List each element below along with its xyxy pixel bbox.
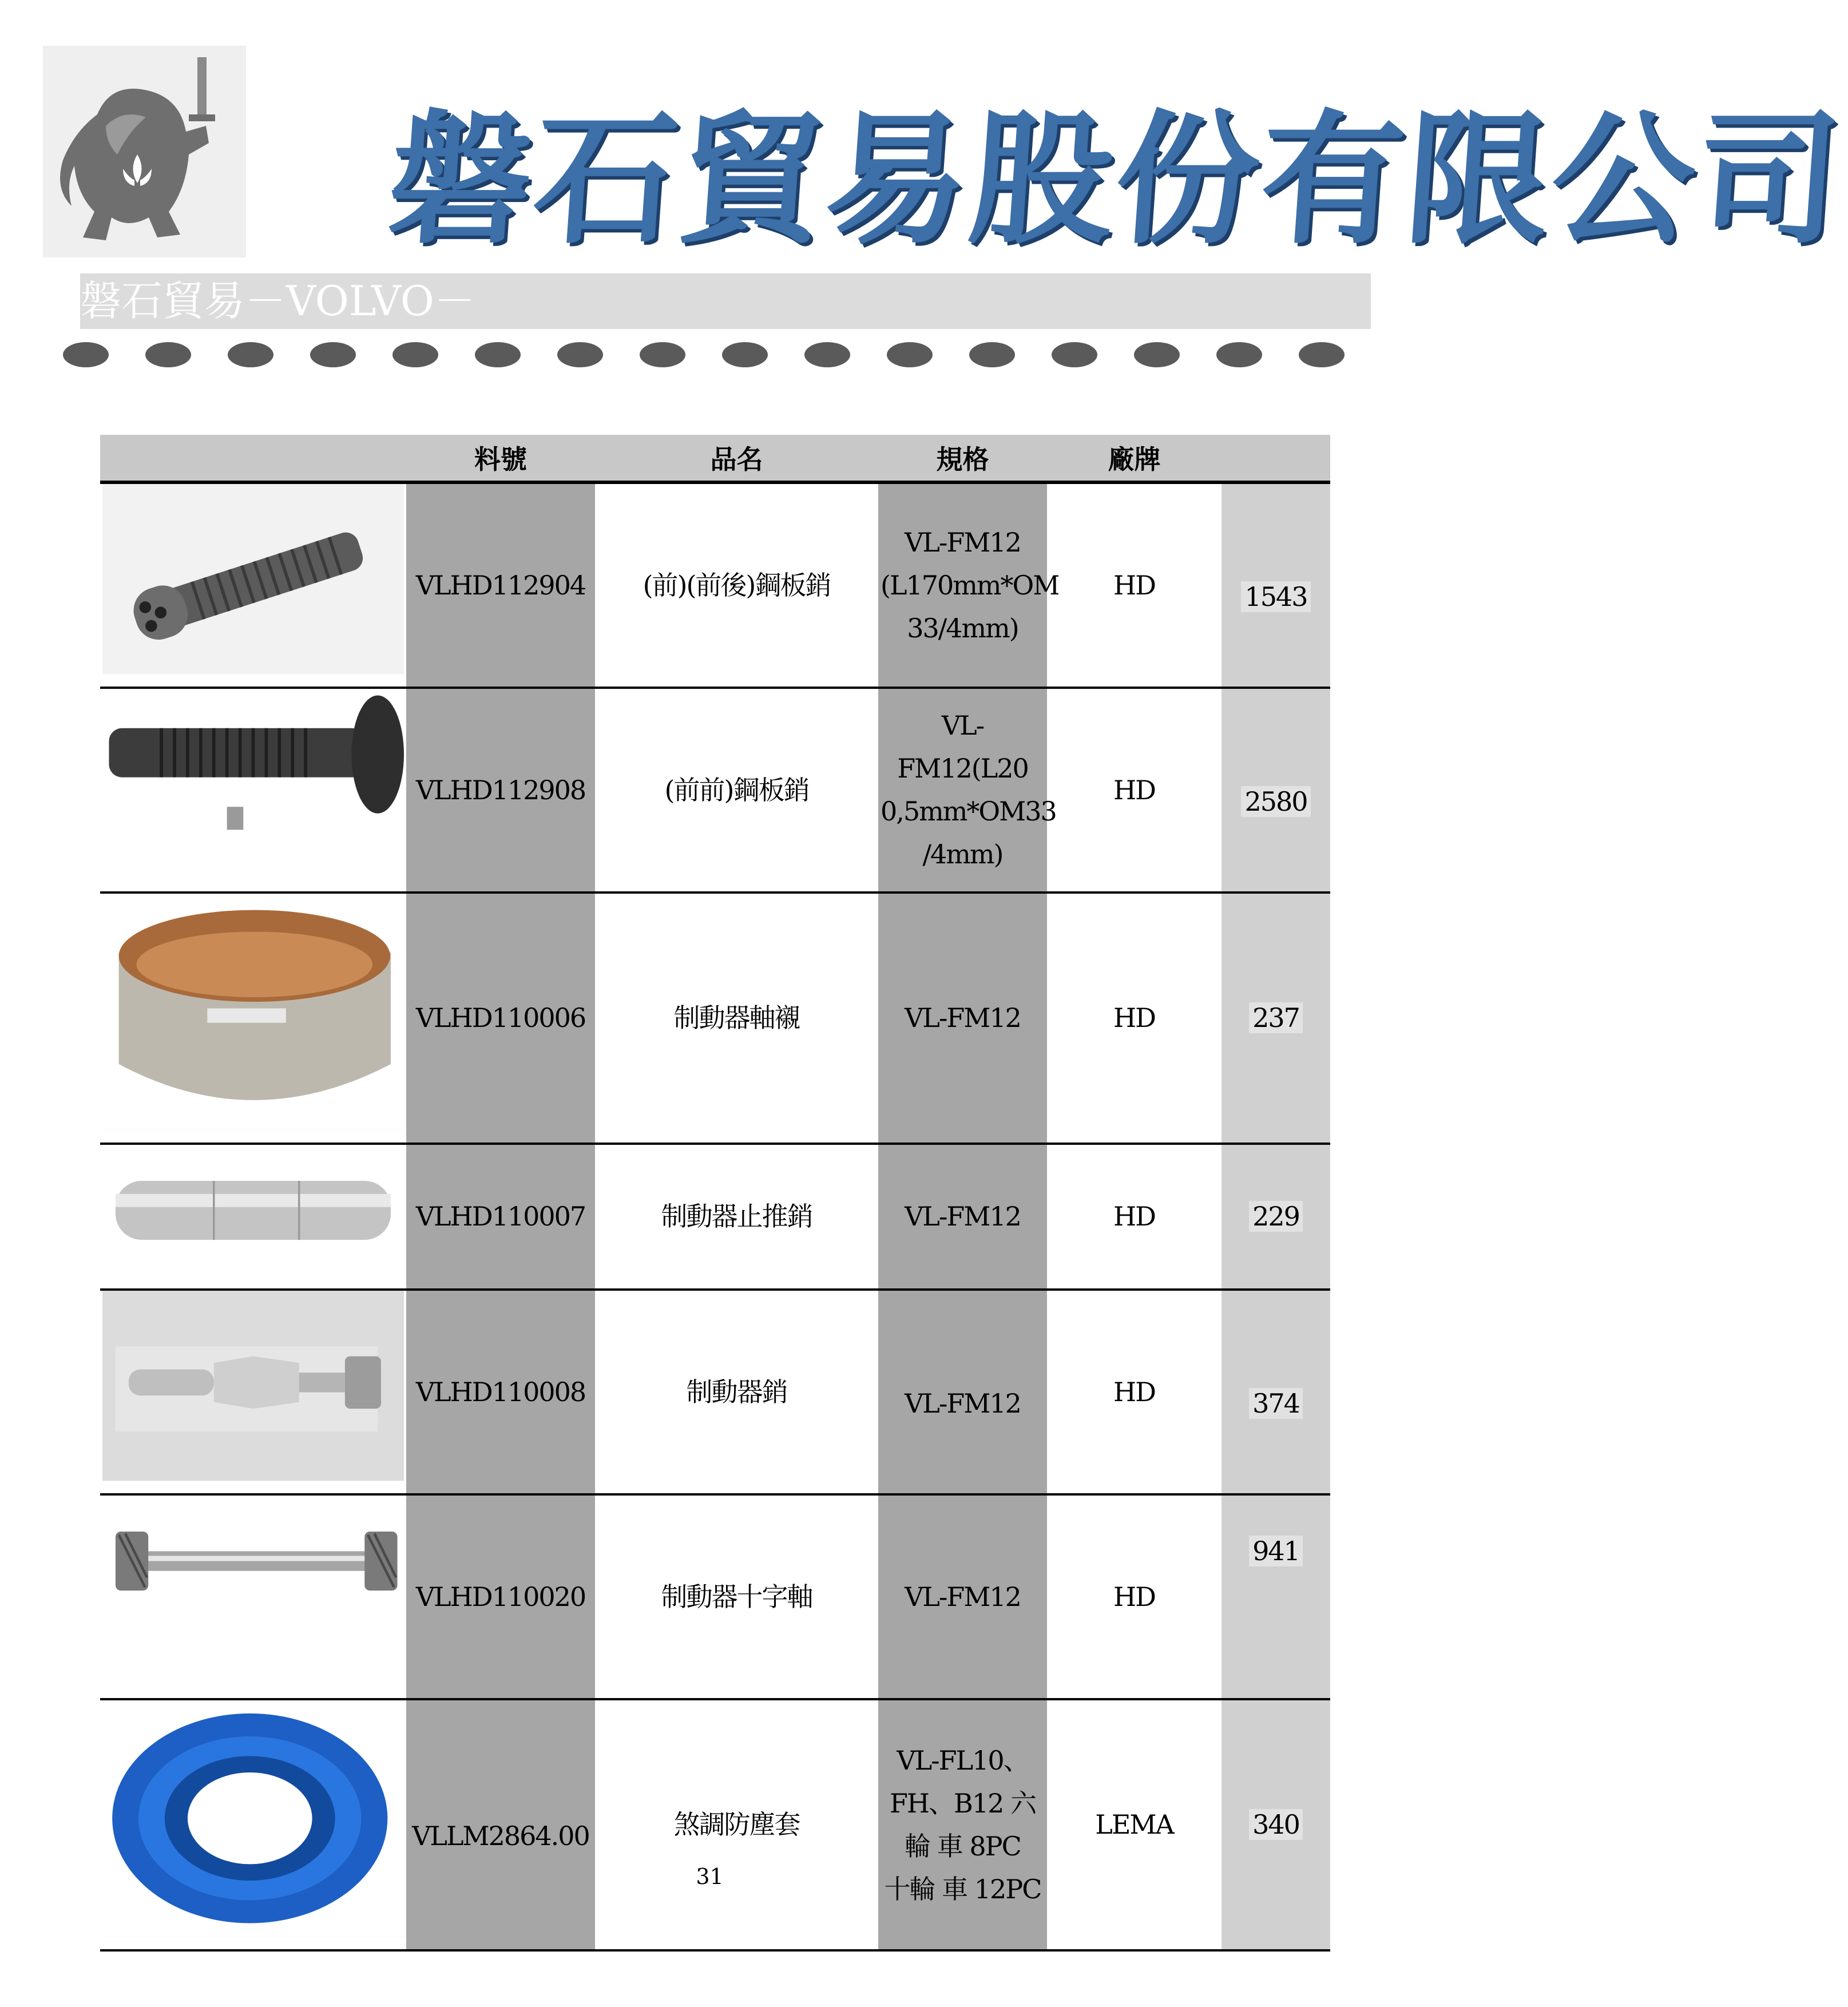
product-image-cell bbox=[100, 1144, 406, 1290]
product-price: 941 bbox=[1249, 1536, 1303, 1566]
product-brand: HD bbox=[1113, 1200, 1155, 1232]
leaf-spring-pin-image bbox=[102, 484, 404, 674]
product-price: 229 bbox=[1249, 1201, 1303, 1232]
product-spec: VL-FM12 bbox=[878, 1290, 1047, 1494]
product-image-cell bbox=[100, 1494, 406, 1699]
product-spec: VL-FM12 bbox=[878, 1144, 1047, 1290]
product-name: 制動器軸襯 bbox=[673, 1002, 800, 1034]
part-number: VLLM2864.00 bbox=[406, 1699, 595, 1950]
part-number: VLHD110006 bbox=[406, 893, 595, 1143]
divider-dot bbox=[63, 342, 109, 367]
header-name: 品名 bbox=[595, 435, 878, 482]
product-image-cell bbox=[100, 1290, 406, 1494]
product-spec: VL-FL10、 FH、B12 六輪 車 8PC 十輪 車 12PC bbox=[878, 1699, 1047, 1950]
product-price-cell bbox=[1222, 482, 1330, 688]
product-name: 制動器止推銷 bbox=[661, 1200, 812, 1232]
product-brand: HD bbox=[1113, 774, 1155, 806]
divider-dot bbox=[145, 342, 191, 367]
product-price: 374 bbox=[1249, 1388, 1303, 1419]
divider-dot bbox=[228, 342, 273, 367]
thrust-pin-image bbox=[102, 1145, 404, 1276]
table-row bbox=[100, 1290, 1330, 1494]
dust-boot-image bbox=[102, 1700, 404, 1936]
product-brand: LEMA bbox=[1095, 1809, 1173, 1841]
product-price-cell bbox=[1222, 1144, 1330, 1290]
product-name: (前)(前後)鋼板銷 bbox=[643, 569, 831, 601]
product-price-cell bbox=[1222, 1699, 1330, 1950]
parts-table bbox=[100, 435, 1330, 1952]
header-part-no: 料號 bbox=[406, 435, 595, 482]
product-price: 1543 bbox=[1241, 581, 1310, 612]
cross-shaft-image bbox=[102, 1496, 404, 1685]
divider-dot bbox=[722, 342, 768, 367]
table-row bbox=[100, 1144, 1330, 1290]
product-spec: VL-FM12 bbox=[878, 1494, 1047, 1699]
bushing-image bbox=[102, 894, 404, 1129]
product-image-cell bbox=[100, 688, 406, 893]
divider-dot bbox=[640, 342, 685, 367]
product-brand: HD bbox=[1113, 1581, 1155, 1612]
table-row bbox=[100, 1699, 1330, 1950]
table-row bbox=[100, 688, 1330, 893]
product-price: 2580 bbox=[1241, 786, 1310, 817]
header-brand: 廠牌 bbox=[1047, 435, 1222, 482]
part-number: VLHD110007 bbox=[406, 1144, 595, 1290]
leaf-spring-pin-image bbox=[102, 689, 404, 879]
product-name: 制動器十字軸 bbox=[661, 1581, 812, 1612]
product-image-cell bbox=[100, 893, 406, 1143]
divider-dot bbox=[1299, 342, 1345, 367]
product-brand: HD bbox=[1113, 569, 1155, 601]
dot-divider bbox=[63, 342, 1350, 367]
divider-dot bbox=[1216, 342, 1262, 367]
product-name: 制動器銷 bbox=[686, 1376, 787, 1407]
divider-dot bbox=[475, 342, 521, 367]
product-price-cell bbox=[1222, 1290, 1330, 1494]
header-price bbox=[1222, 435, 1330, 482]
divider-dot bbox=[1052, 342, 1097, 367]
brake-pin-image bbox=[102, 1291, 404, 1481]
page-number: 31 bbox=[696, 1864, 724, 1889]
product-image-cell bbox=[100, 482, 406, 688]
table-row bbox=[100, 482, 1330, 688]
product-brand: HD bbox=[1113, 1376, 1155, 1407]
company-logo bbox=[43, 46, 246, 257]
product-spec: VL-FM12(L20 0,5mm*OM33 /4mm) bbox=[878, 688, 1047, 893]
product-name: (前前)鋼板銷 bbox=[664, 774, 809, 806]
divider-dot bbox=[310, 342, 356, 367]
product-price-cell bbox=[1222, 1494, 1330, 1699]
divider-dot bbox=[969, 342, 1015, 367]
part-number: VLHD110008 bbox=[406, 1290, 595, 1494]
divider-dot bbox=[887, 342, 933, 367]
divider-dot bbox=[1134, 342, 1180, 367]
table-row bbox=[100, 893, 1330, 1143]
section-title: 磐石貿易－VOLVO－ bbox=[80, 277, 475, 325]
product-price: 237 bbox=[1249, 1002, 1303, 1033]
product-brand: HD bbox=[1113, 1002, 1155, 1034]
part-number: VLHD112908 bbox=[406, 688, 595, 893]
divider-dot bbox=[392, 342, 438, 367]
product-price: 340 bbox=[1249, 1809, 1303, 1840]
product-price-cell bbox=[1222, 688, 1330, 893]
product-spec: VL-FM12 bbox=[878, 893, 1047, 1143]
table-row bbox=[100, 1494, 1330, 1699]
header-image bbox=[100, 435, 406, 482]
product-price-cell bbox=[1222, 893, 1330, 1143]
header-spec: 規格 bbox=[878, 435, 1047, 482]
table-header-row bbox=[100, 435, 1330, 482]
product-image-cell bbox=[100, 1699, 406, 1950]
company-name: 磐石貿易股份有限公司 bbox=[383, 97, 1848, 263]
product-name: 煞調防塵套 bbox=[673, 1809, 800, 1841]
part-number: VLHD110020 bbox=[406, 1494, 595, 1699]
divider-dot bbox=[804, 342, 850, 367]
part-number: VLHD112904 bbox=[406, 482, 595, 688]
product-spec: VL-FM12 (L170mm*OM 33/4mm) bbox=[878, 482, 1047, 688]
divider-dot bbox=[557, 342, 603, 367]
